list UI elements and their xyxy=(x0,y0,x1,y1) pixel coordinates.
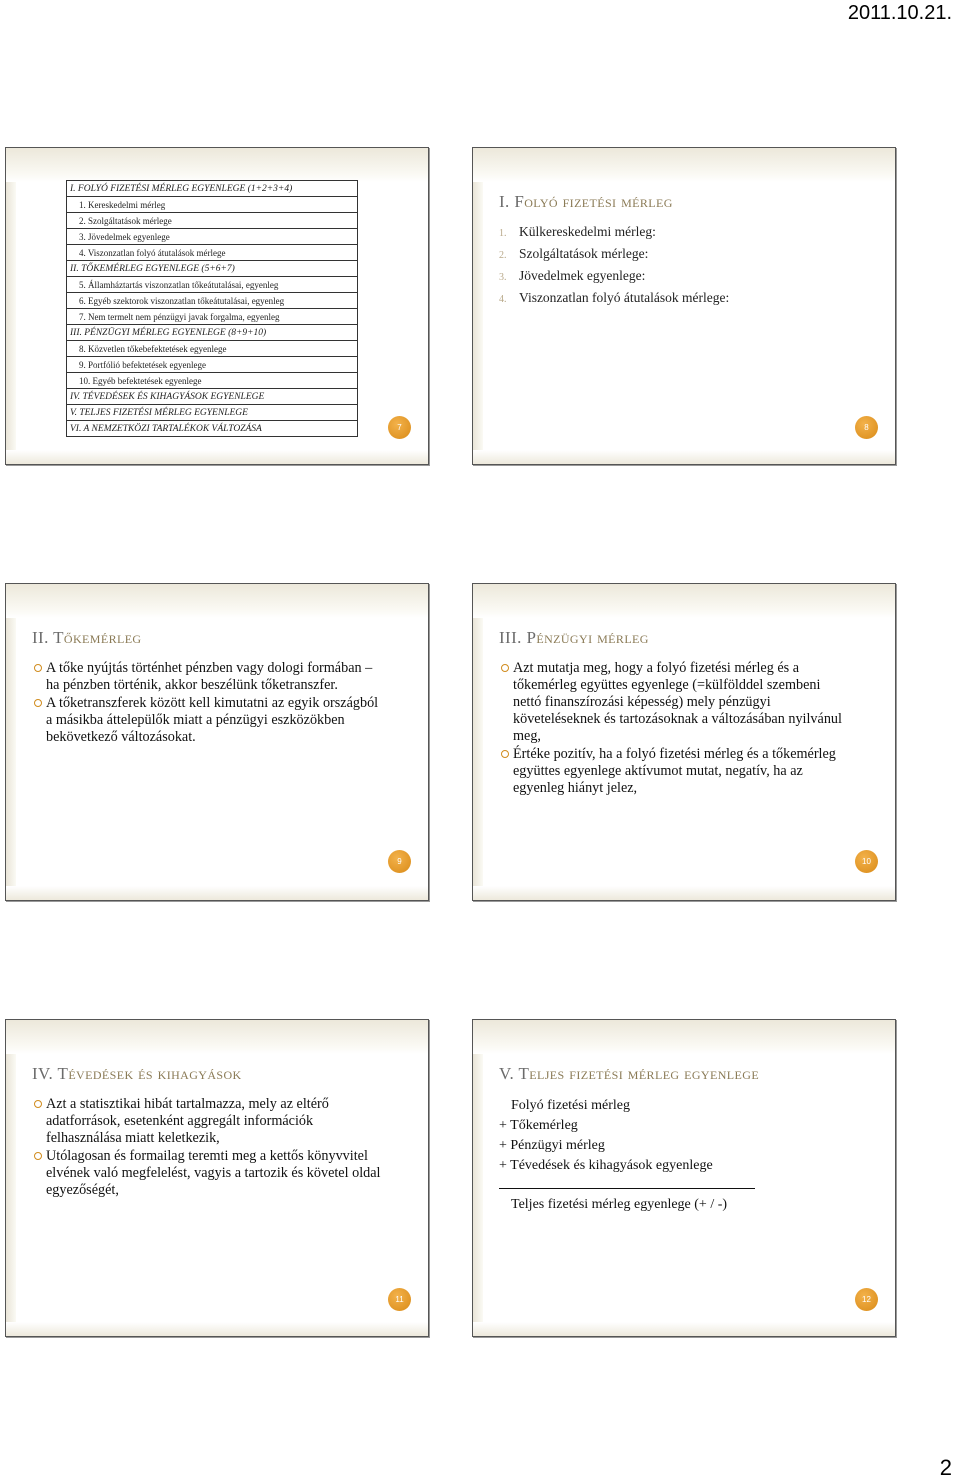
bullet-icon xyxy=(34,1152,42,1160)
outline-row xyxy=(67,421,358,437)
list-item: 3. Jövedelmek egyenlege: xyxy=(499,268,646,283)
title-rest: olyó fizetési mérleg xyxy=(524,192,673,211)
outline-row xyxy=(67,373,358,389)
outline-item-cell: 3. Jövedelmek egyenlege xyxy=(67,229,358,245)
list-item: 2. Szolgáltatások mérlege: xyxy=(499,246,649,261)
outline-row xyxy=(67,229,358,245)
bullet-list xyxy=(34,1096,384,1200)
outline-heading-cell: III. PÉNZÜGYI MÉRLEG EGYENLEGE (8+9+10) xyxy=(67,325,358,341)
title-rest: énzügyi mérleg xyxy=(536,628,649,647)
slide-number-badge: 10 xyxy=(855,850,878,873)
formula-line: + Pénzügyi mérleg xyxy=(499,1138,605,1153)
outline-item-cell: 1. Kereskedelmi mérleg xyxy=(67,197,358,213)
outline-row xyxy=(67,325,358,341)
list-item: Azt mutatja meg, hogy a folyó fizetési mérleg és a tőkemérleg együttes egyenlege (=külfölddel szembeni nettó finanszírozási képesség) mely pénzügyi követeléseknek és tartozásoknak a változásában nyilvánul meg, xyxy=(501,660,851,745)
page-number: 2 xyxy=(939,1455,952,1480)
slide-9 xyxy=(5,583,429,901)
outline-item-cell: 8. Közvetlen tőkebefektetések egyenlege xyxy=(67,341,358,357)
slide-number-badge: 7 xyxy=(388,416,411,439)
outline-row xyxy=(67,341,358,357)
list-item: A tőke nyújtás történhet pénzben vagy dologi formában – ha pénzben történik, akkor beszélünk tőketranszfer. xyxy=(34,660,384,694)
outline-item-cell: 4. Viszonzatlan folyó átutalások mérlege xyxy=(67,245,358,261)
outline-row xyxy=(67,261,358,277)
outline-row xyxy=(67,181,358,197)
outline-heading-cell: II. TŐKEMÉRLEG EGYENLEGE (5+6+7) xyxy=(67,261,358,277)
slide-12 xyxy=(472,1019,896,1337)
list-item: Értéke pozitív, ha a folyó fizetési mérleg és a tőkemérleg együttes egyenlege aktívumot mutat, negatív, ha az egyenleg hiányt jelez, xyxy=(501,746,851,797)
outline-heading-cell: V. TELJES FIZETÉSI MÉRLEG EGYENLEGE xyxy=(67,405,358,421)
outline-row xyxy=(67,197,358,213)
formula-line: Folyó fizetési mérleg xyxy=(511,1098,630,1113)
list-item: 1. Külkereskedelmi mérleg: xyxy=(499,224,656,239)
outline-table xyxy=(66,180,358,437)
bullet-icon xyxy=(34,1100,42,1108)
slide-7 xyxy=(5,147,429,465)
outline-item-cell: 2. Szolgáltatások mérlege xyxy=(67,213,358,229)
slide-title xyxy=(32,1064,242,1084)
list-item: Azt a statisztikai hibát tartalmazza, mely az eltérő adatforrások, esetenként aggregált információk felhasználása miatt keletkezik, xyxy=(34,1096,384,1147)
slide-number-badge: 11 xyxy=(388,1288,411,1311)
formula-total: Teljes fizetési mérleg egyenlege (+ / -) xyxy=(511,1197,728,1212)
outline-item-cell: 7. Nem termelt nem pénzügyi javak forgalma, egyenleg xyxy=(67,309,358,325)
outline-item-cell: 9. Portfólió befektetések egyenlege xyxy=(67,357,358,373)
title-initial: II. T xyxy=(32,628,64,647)
bullet-icon xyxy=(501,664,509,672)
slide-11 xyxy=(5,1019,429,1337)
title-rest: őkemérleg xyxy=(63,628,142,647)
slide-title xyxy=(32,628,142,648)
outline-item-cell: 6. Egyéb szektorok viszonzatlan tőkeátutalásai, egyenleg xyxy=(67,293,358,309)
slide-number-badge: 9 xyxy=(388,850,411,873)
list-item: Utólagosan és formailag teremti meg a kettős könyvvitel elvének való megfelelést, vagyis a tartozik és követel oldal egyezőségét, xyxy=(34,1148,384,1199)
formula-line: + Tévedések és kihagyások egyenlege xyxy=(499,1158,713,1173)
slide-10 xyxy=(472,583,896,901)
slide-title xyxy=(499,1064,759,1084)
bullet-list xyxy=(34,660,384,747)
title-initial: V. T xyxy=(499,1064,530,1083)
outline-heading-cell: VI. A NEMZETKÖZI TARTALÉKOK VÁLTOZÁSA xyxy=(67,421,358,437)
title-initial: IV. T xyxy=(32,1064,69,1083)
outline-heading-cell: IV. TÉVEDÉSEK ÉS KIHAGYÁSOK EGYENLEGE xyxy=(67,389,358,405)
outline-row xyxy=(67,293,358,309)
page-date: 2011.10.21. xyxy=(847,2,952,24)
slide-number-badge: 8 xyxy=(855,416,878,439)
title-rest: eljes fizetési mérleg egyenlege xyxy=(529,1064,760,1083)
slide-number-badge: 12 xyxy=(855,1288,878,1311)
slide-title xyxy=(499,628,649,648)
list-item: A tőketranszferek között kell kimutatni az egyik országból a másikba áttelepülők miatt a pénzügyi eszközökben bekövetkező változásokat. xyxy=(34,695,384,746)
outline-row xyxy=(67,357,358,373)
outline-item-cell: 5. Államháztartás viszonzatlan tőkeátutalásai, egyenleg xyxy=(67,277,358,293)
bullet-icon xyxy=(501,750,509,758)
bullet-list xyxy=(501,660,851,798)
formula-line: + Tőkemérleg xyxy=(499,1118,578,1133)
title-initial: I. F xyxy=(499,192,525,211)
sum-rule-divider xyxy=(499,1188,755,1189)
title-rest: évedések és kihagyások xyxy=(68,1064,242,1083)
bullet-icon xyxy=(34,699,42,707)
slide-8 xyxy=(472,147,896,465)
outline-row xyxy=(67,245,358,261)
outline-row xyxy=(67,309,358,325)
outline-heading-cell: I. FOLYÓ FIZETÉSI MÉRLEG EGYENLEGE (1+2+3+4) xyxy=(67,181,358,197)
numbered-list xyxy=(499,222,729,310)
balance-formula xyxy=(499,1096,755,1215)
list-item: 4. Viszonzatlan folyó átutalások mérlege: xyxy=(499,290,730,305)
slide-title xyxy=(499,192,673,212)
bullet-icon xyxy=(34,664,42,672)
outline-row xyxy=(67,277,358,293)
outline-row xyxy=(67,389,358,405)
outline-item-cell: 10. Egyéb befektetések egyenlege xyxy=(67,373,358,389)
outline-row xyxy=(67,405,358,421)
title-initial: III. P xyxy=(499,628,537,647)
outline-row xyxy=(67,213,358,229)
